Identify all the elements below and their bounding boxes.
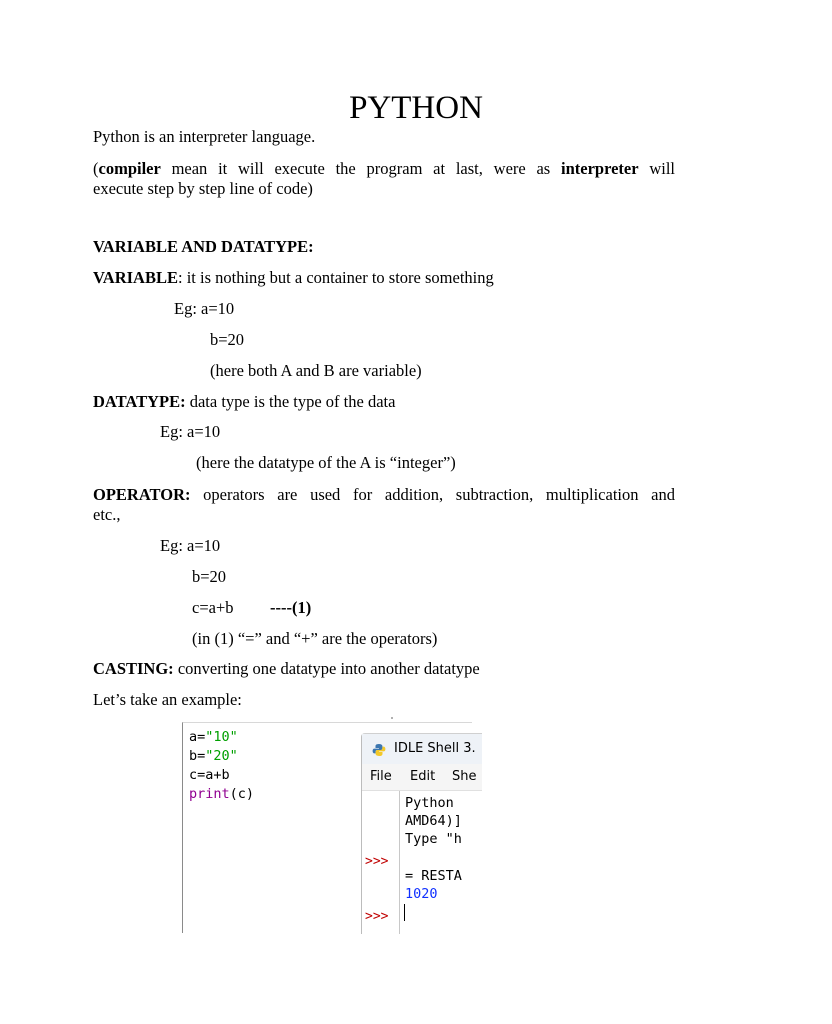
python-logo-icon [372,743,386,757]
casting-example-intro: Let’s take an example: [93,690,242,709]
operator-example-b: b=20 [192,567,227,586]
variable-text: : it is nothing but a container to store something [177,268,494,287]
variable-label: VARIABLE [93,268,178,287]
operator-example-marker: ----(1) [270,598,312,617]
interpreter-term: interpreter [560,159,639,178]
operator-definition [93,484,675,505]
operator-example-a: Eg: a=10 [160,536,221,555]
shell-prompt: >>> [365,854,389,869]
shell-output-line: Python [405,795,454,811]
variable-example-b: b=20 [210,330,245,349]
datatype-example-note: (here the datatype of the A is “integer”) [196,453,456,472]
code-line-3 [189,766,230,785]
shell-prompt-gutter [362,791,400,934]
page-title: PYTHON [349,90,483,126]
code-token: b= [189,748,206,764]
compiler-term: compiler [98,159,161,178]
variable-example-note: (here both A and B are variable) [210,361,422,380]
shell-menubar [362,764,482,791]
compiler-explanation: mean it will execute the program at last, were as [160,159,561,178]
menu-shell[interactable]: She [452,769,477,784]
casting-definition [93,659,480,679]
variable-example-a: Eg: a=10 [174,299,235,318]
shell-prompt: >>> [365,909,389,924]
casting-label: CASTING: [93,659,174,678]
operator-label: OPERATOR: [93,485,191,504]
code-token: a= [189,729,206,745]
section-heading: VARIABLE AND DATATYPE: [93,237,314,256]
code-line-2 [189,747,238,766]
shell-titlebar [362,734,482,764]
menu-edit[interactable]: Edit [410,769,436,784]
code-string: "10" [205,729,238,745]
operator-example-c: c=a+b [192,598,234,617]
shell-output-line: Type "h [405,831,462,847]
intro-line: Python is an interpreter language. [93,127,316,146]
code-editor-pane [182,722,477,933]
shell-title: IDLE Shell 3. [394,741,476,756]
operator-definition-end: etc., [93,505,121,524]
code-screenshot [182,722,477,932]
intro-paragraph-end: execute step by step line of code) [93,179,313,198]
datatype-label: DATATYPE: [93,392,186,411]
shell-output-line: AMD64)] [405,813,462,829]
interpreter-explanation: will [638,159,675,178]
open-paren: ( [93,159,99,178]
code-token: c=a+b [189,767,230,783]
stray-mark [391,717,393,719]
code-line-4 [189,785,254,804]
idle-shell-window [361,733,482,934]
code-line-1 [189,728,238,747]
datatype-text: data type is the type of the data [185,392,396,411]
variable-definition [93,268,494,288]
shell-result: 1020 [405,886,438,902]
shell-output-line: = RESTA [405,868,462,884]
operator-example-note: (in (1) “=” and “+” are the operators) [192,629,438,648]
operator-text: operators are used for addition, subtraction, multiplication and [190,485,675,504]
datatype-example: Eg: a=10 [160,422,221,441]
code-token: (c) [229,786,255,802]
menu-file[interactable]: File [370,769,392,784]
text-cursor[interactable] [404,904,405,921]
intro-paragraph [93,158,675,179]
datatype-definition [93,392,395,412]
code-string: "20" [205,748,238,764]
casting-text: converting one datatype into another datatype [173,659,480,678]
code-builtin: print [189,786,230,802]
